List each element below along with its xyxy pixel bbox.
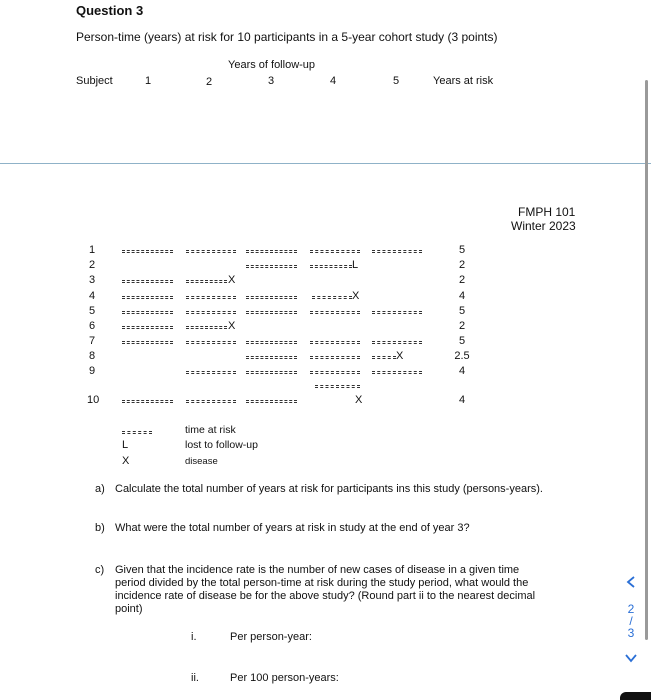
time-at-risk-line (122, 326, 173, 329)
time-at-risk-line (122, 250, 173, 253)
years-at-risk-value: 5 (458, 335, 466, 347)
time-at-risk-line (186, 280, 227, 283)
time-at-risk-line (310, 311, 360, 314)
scrollbar[interactable] (645, 80, 648, 640)
disease-marker: X (355, 394, 363, 406)
disease-marker: X (228, 320, 236, 332)
sub-i-label: i. (191, 631, 197, 643)
subject-number: 4 (89, 290, 96, 302)
question-title: Question 3 (76, 3, 144, 18)
subject-number: 7 (89, 335, 96, 347)
lost-to-follow-up-marker: L (352, 259, 359, 271)
years-at-risk-value: 4 (458, 365, 466, 377)
part-b-text: What were the total number of years at risk in study at the end of year 3? (115, 522, 470, 534)
subject-number: 5 (89, 305, 96, 317)
course-code: FMPH 101 (518, 205, 576, 219)
subject-number: 6 (89, 320, 96, 332)
subject-number: 9 (89, 365, 96, 377)
sub-ii-label: ii. (191, 672, 199, 684)
chevron-down-icon[interactable] (624, 652, 638, 666)
time-at-risk-line (122, 400, 173, 403)
sub-ii-text: Per 100 person-years: (230, 672, 339, 684)
years-at-risk-value: 4 (458, 290, 466, 302)
time-at-risk-line (122, 280, 173, 283)
legend-l-symbol: L (122, 439, 129, 451)
disease-marker: X (352, 290, 360, 302)
page-separator: / (629, 614, 633, 628)
part-b-label: b) (95, 522, 105, 534)
time-at-risk-line (310, 341, 360, 344)
time-at-risk-line (372, 356, 396, 359)
disease-marker: X (228, 274, 236, 286)
course-term: Winter 2023 (511, 219, 576, 233)
legend-disease: disease (185, 456, 218, 467)
time-at-risk-line (372, 371, 422, 374)
time-at-risk-line (186, 371, 236, 374)
part-c-label: c) (95, 564, 105, 576)
subject-number: 10 (87, 394, 100, 406)
time-at-risk-line (186, 311, 236, 314)
time-at-risk-line (246, 265, 297, 268)
question-prompt: Person-time (years) at risk for 10 participants in a 5-year cohort study (3 points) (76, 30, 498, 44)
time-at-risk-line (122, 341, 173, 344)
time-at-risk-line (372, 311, 422, 314)
disease-marker: X (396, 350, 404, 362)
page-total: 3 (627, 626, 635, 640)
time-at-risk-line (246, 311, 297, 314)
years-at-risk-value: 2.5 (454, 350, 470, 362)
years-at-risk-header: Years at risk (433, 75, 494, 87)
years-of-follow-up-header: Years of follow-up (228, 59, 316, 71)
years-at-risk-value: 4 (458, 394, 466, 406)
time-at-risk-line (246, 341, 297, 344)
time-at-risk-line (310, 265, 352, 268)
time-at-risk-line (315, 385, 360, 388)
part-c-line: Given that the incidence rate is the number of new cases of disease in a given time (115, 564, 520, 576)
time-at-risk-line (312, 296, 352, 299)
time-at-risk-line (372, 250, 422, 253)
subject-column-header: Subject (76, 75, 113, 87)
year-header-4: 4 (330, 75, 337, 87)
years-at-risk-value: 2 (458, 320, 466, 332)
subject-number: 3 (89, 274, 96, 286)
part-c-line: incidence rate of disease be for the above study? (Round part ii to the nearest decimal (115, 590, 536, 602)
sub-i-text: Per person-year: (230, 631, 312, 643)
legend-lost-to-follow-up: lost to follow-up (185, 439, 258, 451)
page-divider (0, 163, 651, 164)
year-header-5: 5 (393, 75, 400, 87)
time-at-risk-line (310, 250, 360, 253)
chevron-up-icon[interactable] (624, 576, 638, 591)
time-at-risk-line (186, 296, 236, 299)
years-at-risk-value: 2 (458, 259, 466, 271)
page-current: 2 (627, 602, 635, 616)
subject-number: 8 (89, 350, 96, 362)
time-at-risk-line (246, 400, 297, 403)
year-header-2: 2 (206, 76, 213, 88)
time-at-risk-line (246, 356, 297, 359)
part-a-label: a) (95, 483, 105, 495)
time-at-risk-line (122, 296, 173, 299)
years-at-risk-value: 2 (458, 274, 466, 286)
time-at-risk-line (246, 250, 297, 253)
legend-time-at-risk: time at risk (185, 424, 236, 436)
legend-line-sample (122, 431, 152, 434)
time-at-risk-line (246, 296, 297, 299)
time-at-risk-line (186, 326, 227, 329)
part-a-text: Calculate the total number of years at risk for participants ins this study (persons-years). (115, 483, 543, 495)
window-corner (620, 692, 651, 700)
years-at-risk-value: 5 (458, 305, 466, 317)
subject-number: 1 (89, 244, 96, 256)
part-c-line: period divided by the total person-time at risk during the study period, what would the (115, 577, 529, 589)
time-at-risk-line (310, 371, 360, 374)
time-at-risk-line (186, 250, 236, 253)
time-at-risk-line (186, 341, 236, 344)
time-at-risk-line (246, 371, 297, 374)
time-at-risk-line (372, 341, 422, 344)
part-c-line: point) (115, 603, 143, 615)
year-header-3: 3 (268, 75, 275, 87)
subject-number: 2 (89, 259, 96, 271)
time-at-risk-line (122, 311, 173, 314)
year-header-1: 1 (145, 75, 152, 87)
years-at-risk-value: 5 (458, 244, 466, 256)
legend-x-symbol: X (122, 455, 130, 467)
time-at-risk-line (310, 356, 360, 359)
time-at-risk-line (186, 400, 236, 403)
